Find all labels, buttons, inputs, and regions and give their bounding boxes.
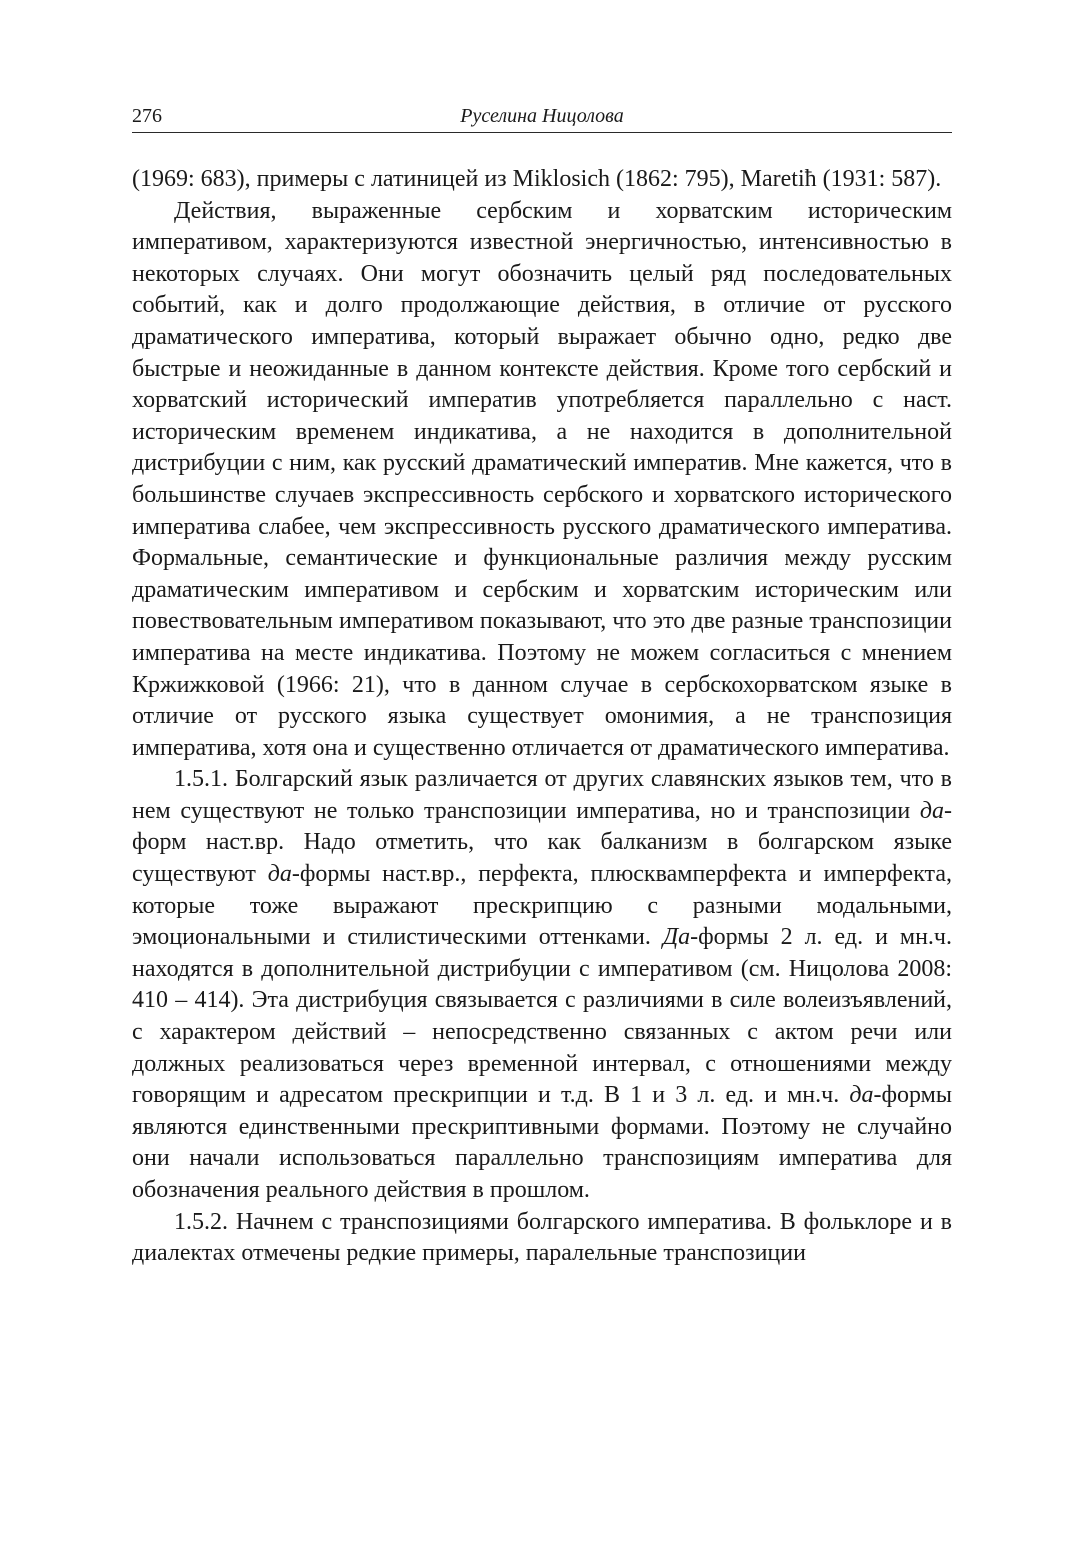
page-number: 276: [132, 105, 162, 127]
text-run: (1969: 683), примеры с латиницей из Miklosich (1862: 795), Maretiħ (1931: 587).: [132, 166, 942, 192]
text-run: -формы 2 л. ед. и мн.ч. находятся в дополнительной дистрибуции с императивом (см. Ницолова 2008: 410 – 414). Эта дистрибуция связывается с различиями в силе волеизъявлений, с характером действий – непосредственно связанных с актом речи или должных реализоваться через временной интервал, с отношениями между говорящим и адресатом прескрипции и т.д. В 1 и 3 л. ед. и мн.ч.: [132, 924, 953, 1109]
page-header: [132, 100, 952, 133]
italic-text: Да: [662, 924, 691, 951]
text-run: -формы являются единственными прескриптивными формами. Поэтому не случайно они начали использоваться параллельно транспозициям императива для обозначения реального действия в прошлом.: [132, 1082, 952, 1203]
text-run: Действия, выраженные сербским и хорватским историческим императивом, характеризуются известной энергичностью, интенсивностью в некоторых случаях. Они могут обозначить целый ряд последовательных событий, как и долго продолжающие действия, в отличие от русского драматического императива, который выражает обычно одно, редко две быстрые и неожиданные в данном контексте действия. Кроме того сербский и хорватский исторический императив употребляется параллельно с наст. историческим временем индикатива, а не находится в дополнительной дистрибуции с ним, как русский драматический императив. Мне кажется, что в большинстве случаев экспрессивность сербского и хорватского исторического императива слабее, чем экспрессивность русского драматического императива. Формальные, семантические и функциональные различия между русским драматическим императивом и сербским и хорватским историческим или повествовательным императивом показывают, что это две разные транспозиции императива на месте индикатива. Поэтому не можем согласиться с мнением Кржижковой (1966: 21), что в данном случае в сербскохорватском языке в отличие от русского языка существует омонимия, а не транспозиция императива, хотя она и существенно отличается от драматического императива.: [132, 197, 952, 761]
paragraph: [132, 764, 952, 1206]
text-run: -форм наст.вр. Надо отметить, что как балканизм в болгарском языке существуют: [132, 797, 952, 888]
text-run: 1.5.2. Начнем с транспозициями болгарского императива. В фольклоре и в диалектах отмечены редкие примеры, паралельные транспозиции: [132, 1208, 952, 1267]
running-title: Руселина Ницолова: [460, 105, 624, 127]
italic-text: да: [919, 797, 944, 824]
paragraph: [132, 1207, 952, 1270]
text-run: -формы наст.вр., перфекта, плюсквамперфекта и имперфекта, которые тоже выражают прескрипцию с разными модальными, эмоциональными и стилистическими оттенками.: [132, 861, 952, 951]
paragraph: [132, 164, 952, 196]
body-text: [132, 164, 952, 1270]
paragraph: [132, 196, 952, 765]
text-run: 1.5.1. Болгарский язык различается от других славянских языков тем, что в нем существуют не только транспозиции императива, но и транспозиции: [132, 766, 952, 824]
italic-text: да: [849, 1082, 874, 1109]
italic-text: да: [267, 861, 292, 888]
